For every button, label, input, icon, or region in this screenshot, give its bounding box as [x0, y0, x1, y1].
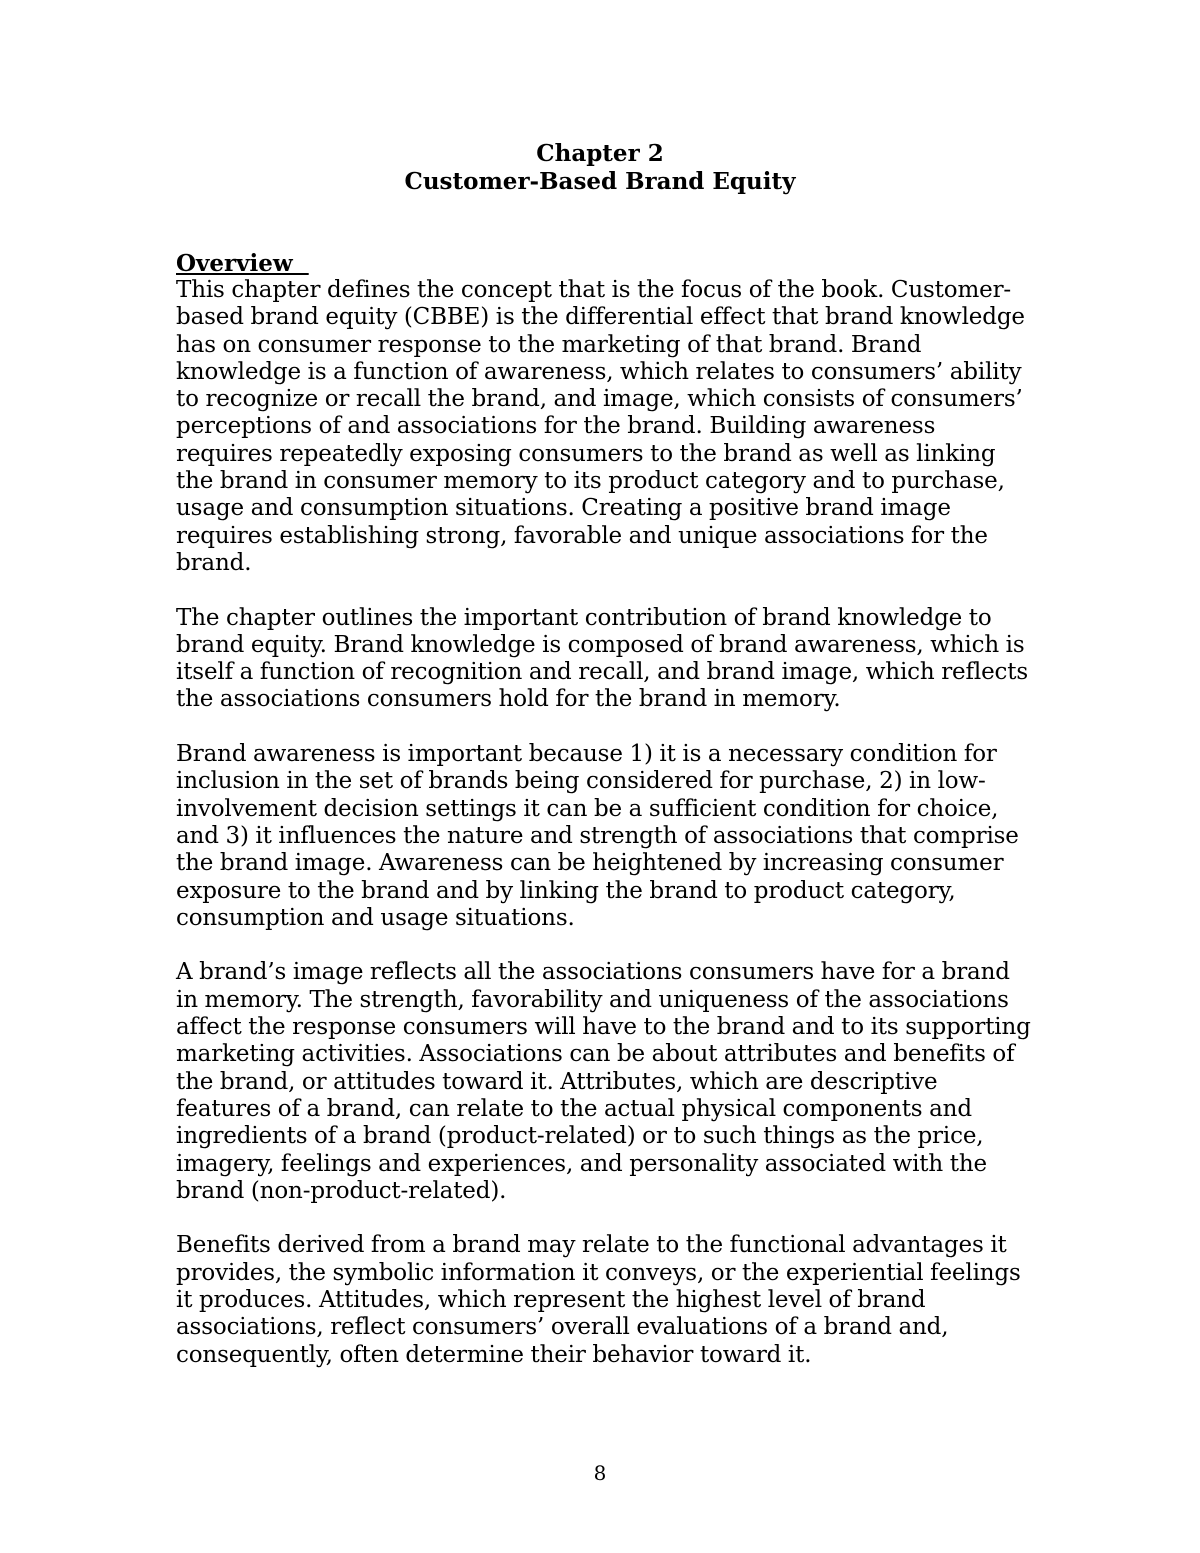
paragraph-1: This chapter defines the concept that is the focus of the book. Customer-based brand equity (CBBE) is the differential effect that brand knowledge has on consumer response to the marketing of that brand. Brand knowledge is a function of awareness, which relates to consumers’ ability to recognize or recall the brand, and image, which consists of consumers’ perceptions of and associations for the brand. Building awareness requires repeatedly exposing consumers to the brand as well as linking the brand in consumer memory to its product category and to purchase, usage and consumption situations. Creating a positive brand image requires establishing strong, favorable and unique associations for the brand. [176, 277, 1025, 576]
paragraph-2: The chapter outlines the important contribution of brand knowledge to brand equity. Brand knowledge is composed of brand awareness, which is itself a function of recognition and recall, and brand image, which reflects the associations consumers hold for the brand in memory. [176, 604, 1029, 713]
document-page [176, 140, 1036, 1396]
chapter-number: Chapter 2 [536, 140, 664, 167]
title-block [176, 140, 1036, 196]
paragraph-3: Brand awareness is important because 1) it is a necessary condition for inclusion in the set of brands being considered for purchase, 2) in low-involvement decision settings it can be a sufficient condition for choice, and 3) it influences the nature and strength of associations that comprise the brand image. Awareness can be heightened by increasing consumer exposure to the brand and by linking the brand to product category, consumption and usage situations. [176, 741, 1019, 931]
paragraph-5: Benefits derived from a brand may relate to the functional advantages it provides, the symbolic information it conveys, or the experiential feelings it produces. Attitudes, which represent the highest level of brand associations, reflect consumers’ overall evaluations of a brand and, consequently, often determine their behavior toward it. [176, 1232, 1021, 1368]
paragraph-4: A brand’s image reflects all the associations consumers have for a brand in memory. The strength, favorability and uniqueness of the associations affect the response consumers will have to the brand and to its supporting marketing activities. Associations can be about attributes and benefits of the brand, or attitudes toward it. Attributes, which are descriptive features of a brand, can relate to the actual physical components and ingredients of a brand (product-related) or to such things as the price, imagery, feelings and experiences, and personality associated with the brand (non-product-related). [176, 959, 1031, 1204]
chapter-title: Customer-Based Brand Equity [404, 168, 796, 195]
section-heading-overview: Overview [176, 250, 309, 277]
page-number: 8 [593, 1461, 607, 1485]
